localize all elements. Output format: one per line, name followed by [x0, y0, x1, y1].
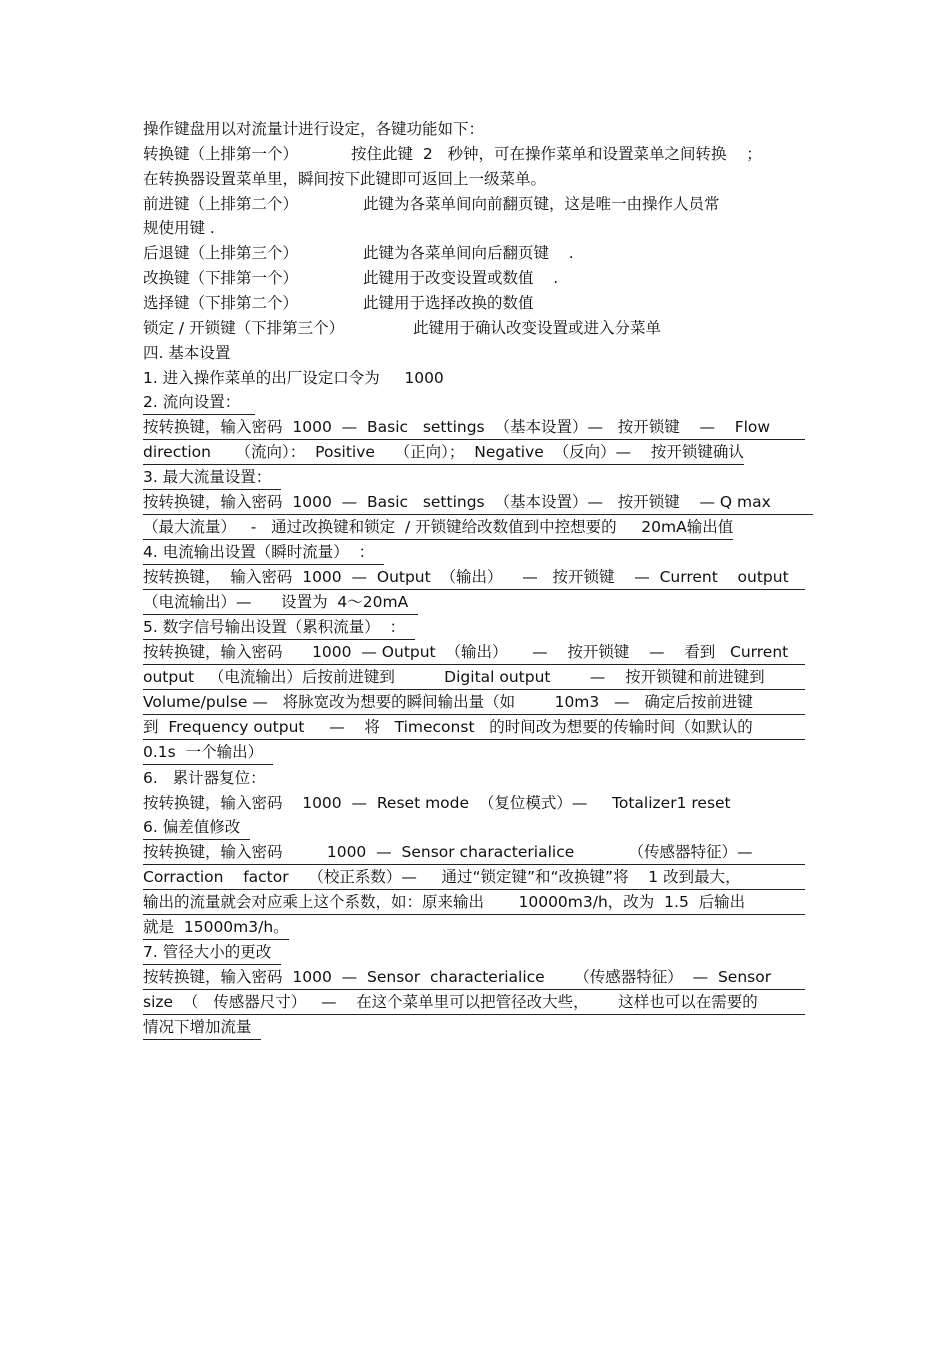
step-5-text-5: 0.1s 一个输出）	[143, 743, 273, 761]
step-7-text-1: 按转换键，输入密码 1000 — Sensor characterialice （传感器特征） — Sensor	[143, 968, 772, 986]
step-7-line-1	[143, 966, 805, 990]
step-6-offset-text-1: 按转换键，输入密码 1000 — Sensor characterialice （传感器特征）—	[143, 843, 753, 861]
key-switch-line-2	[143, 167, 546, 191]
key-forward-desc: 此键为各菜单间向前翻页键，这是唯一由操作人员常	[363, 195, 720, 213]
key-select-line	[143, 291, 534, 315]
key-change-line	[143, 266, 558, 290]
step-2-text-2: direction （流向）： Positive （正向）； Negative （反向）— 按开锁键确认	[143, 443, 744, 461]
step-3-heading-text: 3. 最大流量设置：	[143, 468, 282, 486]
key-change-desc: 此键用于改变设置或数值 .	[363, 269, 559, 287]
step-2-line-1	[143, 416, 805, 440]
step-2-text-1: 按转换键，输入密码 1000 — Basic settings （基本设置）— 按开锁键 — Flow	[143, 418, 771, 436]
key-select-desc: 此键用于选择改换的数值	[363, 294, 534, 312]
key-forward-label: 前进键（上排第二个）	[143, 195, 299, 213]
step-6-offset-line-3	[143, 891, 805, 915]
section-heading-text: 四. 基本设置	[143, 344, 231, 362]
key-lock-desc: 此键用于确认改变设置或进入分菜单	[413, 319, 662, 337]
step-7-text-3: 情况下增加流量	[143, 1018, 262, 1036]
step-3-line-1	[143, 491, 813, 515]
step-3-heading	[143, 466, 281, 490]
step-5-line-1	[143, 641, 805, 665]
step-6-reset-heading	[143, 766, 266, 790]
step-5-text-3: Volume/pulse — 将脉宽改为想要的瞬间输出量（如 10m3 — 确定后按前进键	[143, 693, 753, 711]
step-5-heading	[143, 616, 415, 640]
section-basic-settings-heading	[143, 341, 230, 365]
key-back-label: 后退键（上排第三个）	[143, 244, 299, 262]
step-5-text-1: 按转换键，输入密码 1000 — Output （输出） — 按开锁键 — 看到 Current	[143, 643, 789, 661]
step-2-line-2	[143, 441, 744, 465]
step-6-reset-line	[143, 791, 731, 815]
step-7-heading	[143, 941, 281, 965]
step-3-line-2	[143, 516, 733, 540]
step-7-line-3	[143, 1016, 261, 1040]
step-2-heading	[143, 391, 255, 415]
step-4-text-2: （电流输出）— 设置为 4～20mA	[143, 593, 419, 611]
key-forward-line-2	[143, 216, 215, 240]
step-6-offset-line-4	[143, 916, 289, 940]
step-4-line-2	[143, 591, 418, 615]
key-lock-label: 锁定 / 开锁键（下排第三个）	[143, 319, 345, 337]
step-7-line-2	[143, 991, 805, 1015]
step-5-text-4: 到 Frequency output — 将 Timeconst 的时间改为想要的传输时间（如默认的	[143, 718, 753, 736]
intro-text: 操作键盘用以对流量计进行设定，各键功能如下：	[143, 120, 485, 138]
step-1-text: 1. 进入操作菜单的出厂设定口令为 1000	[143, 369, 444, 387]
step-5-text-2: output （电流输出）后按前进键到 Digital output — 按开锁键和前进键到	[143, 668, 765, 686]
key-forward-desc-2: 规使用键 .	[143, 219, 215, 237]
step-5-line-2	[143, 666, 805, 690]
step-3-text-1: 按转换键，输入密码 1000 — Basic settings （基本设置）— 按开锁键 — Q max	[143, 493, 771, 511]
step-3-text-2: （最大流量） - 通过改换键和锁定 / 开锁键给改数值到中控想要的 20mA输出值	[143, 518, 734, 536]
step-7-text-2: size （ 传感器尺寸） — 在这个菜单里可以把管径改大些， 这样也可以在需要的	[143, 993, 758, 1011]
step-4-text-1: 按转换键， 输入密码 1000 — Output （输出） — 按开锁键 — Current output	[143, 568, 789, 586]
step-6-reset-text: 按转换键，输入密码 1000 — Reset mode （复位模式）— Totalizer1 reset	[143, 794, 731, 812]
step-6-offset-line-1	[143, 841, 805, 865]
key-switch-desc: 按住此键 2 秒钟，可在操作菜单和设置菜单之间转换 ；	[351, 145, 762, 163]
key-back-desc: 此键为各菜单间向后翻页键 .	[363, 244, 574, 262]
key-switch-label: 转换键（上排第一个）	[143, 145, 299, 163]
step-4-heading-text: 4. 电流输出设置（瞬时流量） ：	[143, 543, 384, 561]
key-switch-line	[143, 142, 762, 166]
step-5-heading-text: 5. 数字信号输出设置（累积流量） ：	[143, 618, 415, 636]
step-2-heading-text: 2. 流向设置：	[143, 393, 255, 411]
key-change-label: 改换键（下排第一个）	[143, 269, 299, 287]
step-6-reset-heading-text: 6. 累计器复位：	[143, 769, 266, 787]
step-1-password	[143, 366, 444, 390]
step-7-heading-text: 7. 管径大小的更改	[143, 943, 282, 961]
key-forward-line	[143, 192, 720, 216]
key-switch-desc-2: 在转换器设置菜单里，瞬间按下此键即可返回上一级菜单。	[143, 170, 547, 188]
intro-line	[143, 117, 484, 141]
step-6-offset-heading-text: 6. 偏差值修改	[143, 818, 251, 836]
key-back-line	[143, 241, 574, 265]
step-6-offset-heading	[143, 816, 250, 840]
step-5-line-5	[143, 741, 273, 765]
step-4-line-1	[143, 566, 805, 590]
step-6-offset-text-2: Corraction factor （校正系数）— 通过“锁定键”和“改换键”将 1 改到最大，	[143, 868, 741, 886]
key-select-label: 选择键（下排第二个）	[143, 294, 299, 312]
step-5-line-3	[143, 691, 805, 715]
step-6-offset-line-2	[143, 866, 805, 890]
step-4-heading	[143, 541, 384, 565]
step-5-line-4	[143, 716, 805, 740]
step-6-offset-text-3: 输出的流量就会对应乘上这个系数，如：原来输出 10000m3/h，改为 1.5 后输出	[143, 893, 746, 911]
step-6-offset-text-4: 就是 15000m3/h。	[143, 918, 289, 936]
key-lock-line	[143, 316, 661, 340]
